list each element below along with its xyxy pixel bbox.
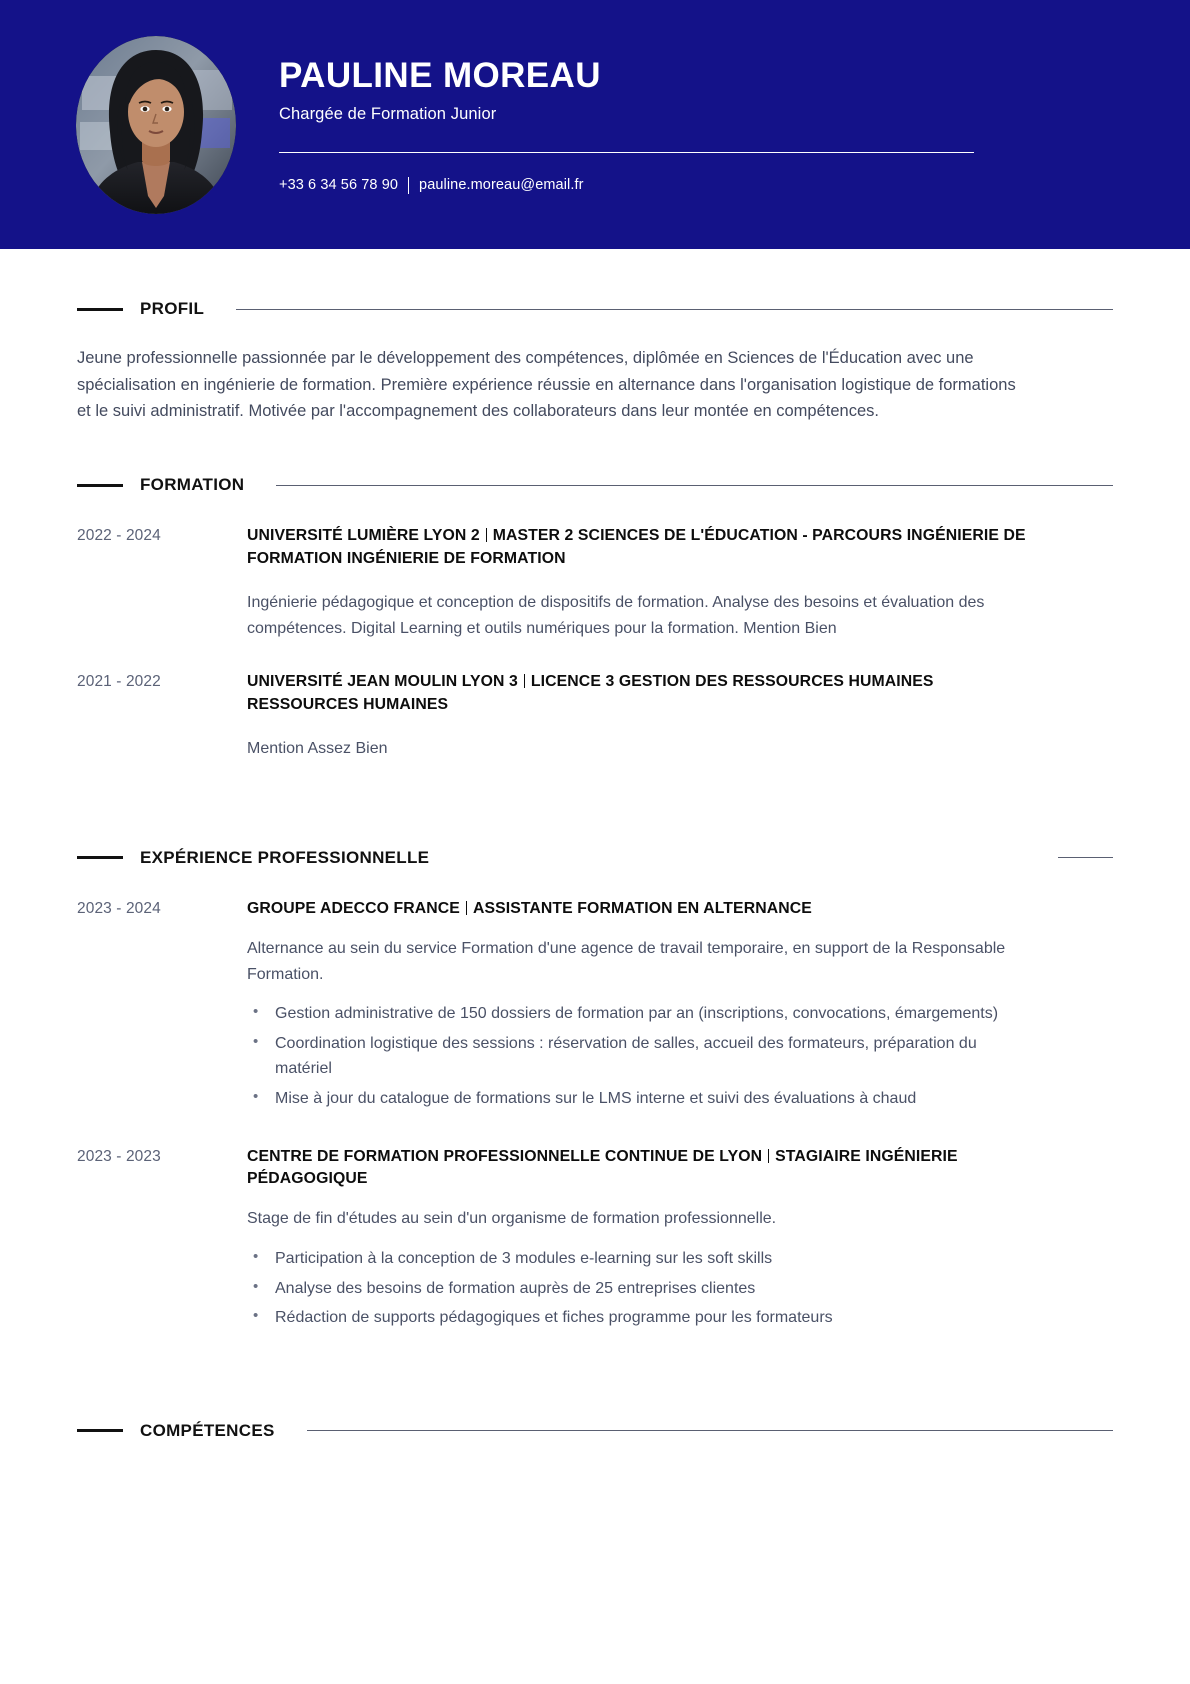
list-item: • Mise à jour du catalogue de formations sur le LMS interne et suivi des évaluations à chaud: [247, 1086, 1037, 1112]
list-item: • Coordination logistique des sessions : réservation de salles, accueil des formateurs, préparation du matériel: [247, 1031, 1037, 1082]
profil-paragraph: Jeune professionnelle passionnée par le développement des compétences, diplômée en Sciences de l'Éducation avec une spécialisation en ingénierie de formation. Première expérience réussie en alternance dans l'organisation logistique de formations et le suivi administratif. Motivée par l'accompagnement des collaborateurs dans leur montée en compétences.: [77, 349, 1016, 421]
formation-entry: [77, 525, 1113, 641]
formation-entry: [77, 671, 1113, 761]
entry-description: Alternance au sein du service Formation d'une agence de travail temporaire, en support de la Responsable Formation.: [247, 940, 1006, 983]
section-header-competences: [77, 1421, 1113, 1441]
section-header-formation: [77, 475, 1113, 495]
entry-bullet-list: [247, 1001, 1037, 1111]
entry-title: [247, 1146, 1037, 1191]
experience-entry: [77, 1146, 1113, 1335]
layout-spacer: [77, 762, 1113, 798]
section-header-profil: [77, 299, 1113, 319]
entry-bullet-list: [247, 1246, 1037, 1331]
section-header-experience: [77, 848, 1113, 868]
entry-title: [247, 671, 1037, 716]
entry-org: GROUPE ADECCO FRANCE: [247, 899, 460, 917]
section-rule: [276, 485, 1113, 486]
title-separator: [524, 674, 525, 688]
entry-role: STAGIAIRE INGÉNIERIE PÉDAGOGIQUE: [247, 1147, 958, 1188]
entry-body: [247, 1146, 1037, 1335]
contact-separator: [408, 177, 409, 194]
job-title: Chargée de Formation Junior: [279, 104, 497, 123]
entry-org: UNIVERSITÉ LUMIÈRE LYON 2: [247, 527, 480, 545]
title-separator: [486, 528, 487, 542]
section-title-formation: FORMATION: [140, 475, 245, 495]
page-title: PAULINE MOREAU: [279, 56, 601, 96]
section-dash-icon: [77, 308, 123, 311]
section-rule: [236, 309, 1113, 310]
entry-dates: 2021 - 2022: [77, 673, 161, 691]
avatar-photo-icon: [76, 36, 236, 214]
entry-body: [247, 671, 1037, 761]
entry-title: [247, 525, 1037, 570]
header-divider: [279, 152, 974, 153]
title-separator: [768, 1149, 769, 1163]
list-item: • Participation à la conception de 3 modules e-learning sur les soft skills: [247, 1246, 1037, 1272]
list-item: • Gestion administrative de 150 dossiers de formation par an (inscriptions, convocations, émargements): [247, 1001, 1037, 1027]
entry-org: UNIVERSITÉ JEAN MOULIN LYON 3: [247, 673, 518, 691]
phone-text: +33 6 34 56 78 90: [279, 177, 399, 194]
experience-entry: [77, 898, 1113, 1116]
resume-header: [0, 0, 1190, 249]
header-text-block: [279, 55, 1190, 194]
entry-description: Stage de fin d'études au sein d'un organisme de formation professionnelle.: [247, 1210, 777, 1228]
section-title-competences: COMPÉTENCES: [140, 1420, 275, 1440]
layout-spacer: [77, 1335, 1113, 1371]
section-title-experience: EXPÉRIENCE PROFESSIONNELLE: [140, 847, 430, 867]
avatar: [76, 36, 236, 214]
entry-title: [247, 898, 1037, 920]
title-separator: [466, 901, 467, 915]
entry-dates: 2023 - 2024: [77, 899, 161, 917]
contact-line: [279, 177, 1190, 194]
entry-description: Ingénierie pédagogique et conception de dispositifs de formation. Analyse des besoins et évaluation des compétences. Digital Learning et outils numériques pour la formation. Mention Bien: [247, 594, 985, 637]
entry-org: CENTRE DE FORMATION PROFESSIONNELLE CONTINUE DE LYON: [247, 1147, 763, 1165]
entry-description: Mention Assez Bien: [247, 740, 388, 758]
entry-role: ASSISTANTE FORMATION EN ALTERNANCE: [472, 899, 812, 917]
section-dash-icon: [77, 484, 123, 487]
entry-body: [247, 898, 1037, 1116]
list-item: • Rédaction de supports pédagogiques et fiches programme pour les formateurs: [247, 1305, 1037, 1331]
section-dash-icon: [77, 1429, 123, 1432]
resume-body: [0, 299, 1190, 1441]
section-rule: [1058, 857, 1113, 858]
section-title-profil: PROFIL: [140, 299, 205, 318]
entry-dates: 2022 - 2024: [77, 527, 161, 545]
entry-role: MASTER 2 SCIENCES DE L'ÉDUCATION - PARCOURS INGÉNIERIE DE FORMATION INGÉNIERIE DE FORMATION: [247, 527, 1026, 567]
entry-body: [247, 525, 1037, 641]
entry-role: LICENCE 3 GESTION DES RESSOURCES HUMAINES RESSOURCES HUMAINES: [247, 673, 934, 713]
section-rule: [307, 1430, 1113, 1431]
entry-dates: 2023 - 2023: [77, 1147, 161, 1165]
section-dash-icon: [77, 856, 123, 859]
list-item: • Analyse des besoins de formation auprès de 25 entreprises clientes: [247, 1276, 1037, 1302]
email-text: pauline.moreau@email.fr: [419, 177, 584, 194]
